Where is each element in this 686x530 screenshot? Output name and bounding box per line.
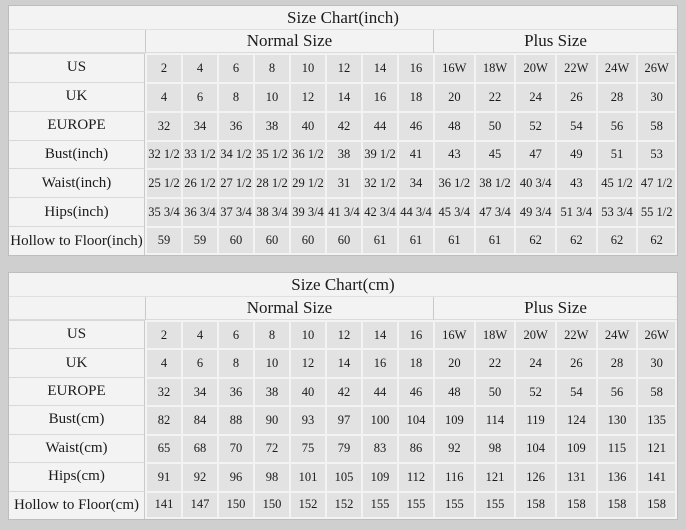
table-cell: 119	[514, 405, 555, 433]
table-cell: 28 1/2	[253, 168, 289, 197]
table-cell: 130	[596, 405, 637, 433]
table-cell: 20W	[514, 320, 555, 348]
table-cell: 51 3/4	[555, 197, 596, 226]
table-cell: 12	[325, 53, 361, 82]
table-cell: 43	[555, 168, 596, 197]
table-cell: 50	[474, 111, 515, 140]
row-label: EUROPE	[9, 111, 145, 140]
table-cell: 4	[181, 320, 217, 348]
table-cell: 42 3/4	[361, 197, 397, 226]
table-cell: 8	[253, 53, 289, 82]
table-cell: 39 3/4	[289, 197, 325, 226]
table-cell: 158	[555, 491, 596, 519]
row-label: UK	[9, 348, 145, 376]
table-cell: 158	[514, 491, 555, 519]
table-cell: 45	[474, 140, 515, 169]
table-cell: 109	[361, 462, 397, 490]
table-cell: 97	[325, 405, 361, 433]
table-cell: 46	[397, 111, 433, 140]
table-cell: 12	[289, 82, 325, 111]
table-cell: 38	[325, 140, 361, 169]
table-cell: 24W	[596, 320, 637, 348]
table-cell: 44 3/4	[397, 197, 433, 226]
table-cell: 18W	[474, 53, 515, 82]
table-cell: 48	[433, 111, 474, 140]
table-cell: 34 1/2	[217, 140, 253, 169]
size-chart-inch-table	[8, 5, 678, 256]
table-cell: 18	[397, 348, 433, 376]
row-label: Waist(cm)	[9, 434, 145, 462]
table-cell: 2	[145, 320, 181, 348]
table-cell: 10	[289, 53, 325, 82]
table-cell: 59	[181, 226, 217, 255]
table-cell: 96	[217, 462, 253, 490]
table-cell: 65	[145, 434, 181, 462]
table-cell: 16	[397, 320, 433, 348]
group-header: Plus Size	[433, 297, 677, 320]
table-cell: 8	[217, 348, 253, 376]
table-cell: 32 1/2	[361, 168, 397, 197]
table-cell: 14	[361, 320, 397, 348]
table-cell: 115	[596, 434, 637, 462]
table-cell: 18	[397, 82, 433, 111]
table-cell: 41	[397, 140, 433, 169]
corner-cell	[9, 297, 145, 320]
table-cell: 30	[636, 82, 677, 111]
table-cell: 152	[325, 491, 361, 519]
table-cell: 22	[474, 348, 515, 376]
table-cell: 12	[289, 348, 325, 376]
table-cell: 51	[596, 140, 637, 169]
table-cell: 35 3/4	[145, 197, 181, 226]
table-cell: 124	[555, 405, 596, 433]
table-cell: 36 3/4	[181, 197, 217, 226]
table-cell: 38 3/4	[253, 197, 289, 226]
table-cell: 152	[289, 491, 325, 519]
table-cell: 42	[325, 377, 361, 405]
table-cell: 4	[145, 348, 181, 376]
table-cell: 131	[555, 462, 596, 490]
table-title: Size Chart(inch)	[9, 6, 677, 30]
table-cell: 135	[636, 405, 677, 433]
table-cell: 98	[253, 462, 289, 490]
table-cell: 54	[555, 111, 596, 140]
table-cell: 72	[253, 434, 289, 462]
table-cell: 86	[397, 434, 433, 462]
table-cell: 61	[433, 226, 474, 255]
table-cell: 10	[253, 348, 289, 376]
table-cell: 35 1/2	[253, 140, 289, 169]
table-cell: 44	[361, 111, 397, 140]
table-cell: 55 1/2	[636, 197, 677, 226]
table-cell: 150	[217, 491, 253, 519]
table-cell: 60	[325, 226, 361, 255]
table-cell: 50	[474, 377, 515, 405]
group-header: Normal Size	[145, 30, 433, 53]
table-cell: 92	[433, 434, 474, 462]
table-cell: 40	[289, 377, 325, 405]
table-cell: 61	[474, 226, 515, 255]
table-cell: 24W	[596, 53, 637, 82]
table-cell: 32	[145, 377, 181, 405]
table-cell: 68	[181, 434, 217, 462]
table-cell: 136	[596, 462, 637, 490]
table-cell: 18W	[474, 320, 515, 348]
table-cell: 38 1/2	[474, 168, 515, 197]
table-cell: 36	[217, 111, 253, 140]
table-cell: 92	[181, 462, 217, 490]
row-label: Hollow to Floor(inch)	[9, 226, 145, 255]
table-cell: 121	[636, 434, 677, 462]
table-cell: 155	[433, 491, 474, 519]
table-cell: 10	[289, 320, 325, 348]
row-label: EUROPE	[9, 377, 145, 405]
row-label: Hips(cm)	[9, 462, 145, 490]
table-cell: 14	[325, 82, 361, 111]
table-cell: 26	[555, 348, 596, 376]
table-cell: 22	[474, 82, 515, 111]
table-cell: 61	[397, 226, 433, 255]
table-cell: 6	[181, 348, 217, 376]
table-cell: 34	[181, 377, 217, 405]
table-cell: 39 1/2	[361, 140, 397, 169]
table-cell: 25 1/2	[145, 168, 181, 197]
table-cell: 41 3/4	[325, 197, 361, 226]
table-cell: 38	[253, 111, 289, 140]
corner-cell	[9, 30, 145, 53]
table-cell: 4	[145, 82, 181, 111]
table-cell: 28	[596, 348, 637, 376]
table-cell: 53 3/4	[596, 197, 637, 226]
table-cell: 36 1/2	[289, 140, 325, 169]
row-label: US	[9, 320, 145, 348]
table-cell: 16W	[433, 53, 474, 82]
row-label: Bust(cm)	[9, 405, 145, 433]
table-cell: 93	[289, 405, 325, 433]
table-cell: 83	[361, 434, 397, 462]
table-cell: 20	[433, 348, 474, 376]
table-cell: 28	[596, 82, 637, 111]
table-cell: 62	[514, 226, 555, 255]
table-cell: 141	[145, 491, 181, 519]
table-cell: 47	[514, 140, 555, 169]
table-cell: 32 1/2	[145, 140, 181, 169]
table-cell: 16	[361, 82, 397, 111]
table-cell: 22W	[555, 53, 596, 82]
table-cell: 16	[397, 53, 433, 82]
row-label: Waist(inch)	[9, 168, 145, 197]
row-label: Bust(inch)	[9, 140, 145, 169]
table-cell: 60	[217, 226, 253, 255]
table-cell: 45 3/4	[433, 197, 474, 226]
table-cell: 53	[636, 140, 677, 169]
table-cell: 6	[181, 82, 217, 111]
table-cell: 24	[514, 82, 555, 111]
table-cell: 147	[181, 491, 217, 519]
table-cell: 62	[596, 226, 637, 255]
table-cell: 49 3/4	[514, 197, 555, 226]
table-cell: 38	[253, 377, 289, 405]
table-cell: 52	[514, 377, 555, 405]
table-cell: 8	[217, 82, 253, 111]
group-header: Normal Size	[145, 297, 433, 320]
table-cell: 116	[433, 462, 474, 490]
table-cell: 155	[474, 491, 515, 519]
table-cell: 60	[253, 226, 289, 255]
table-cell: 34	[397, 168, 433, 197]
table-cell: 101	[289, 462, 325, 490]
table-cell: 40	[289, 111, 325, 140]
table-cell: 10	[253, 82, 289, 111]
table-cell: 104	[397, 405, 433, 433]
table-cell: 90	[253, 405, 289, 433]
table-cell: 22W	[555, 320, 596, 348]
row-label: Hips(inch)	[9, 197, 145, 226]
table-title: Size Chart(cm)	[9, 273, 677, 297]
table-cell: 26W	[636, 320, 677, 348]
table-cell: 46	[397, 377, 433, 405]
table-cell: 44	[361, 377, 397, 405]
table-cell: 155	[361, 491, 397, 519]
table-cell: 34	[181, 111, 217, 140]
table-cell: 98	[474, 434, 515, 462]
table-cell: 12	[325, 320, 361, 348]
table-cell: 26 1/2	[181, 168, 217, 197]
table-cell: 2	[145, 53, 181, 82]
table-cell: 24	[514, 348, 555, 376]
table-cell: 58	[636, 377, 677, 405]
table-cell: 61	[361, 226, 397, 255]
table-cell: 29 1/2	[289, 168, 325, 197]
table-cell: 158	[636, 491, 677, 519]
table-cell: 20	[433, 82, 474, 111]
table-cell: 30	[636, 348, 677, 376]
table-cell: 6	[217, 320, 253, 348]
table-cell: 150	[253, 491, 289, 519]
table-cell: 6	[217, 53, 253, 82]
table-cell: 31	[325, 168, 361, 197]
table-cell: 20W	[514, 53, 555, 82]
table-cell: 26	[555, 82, 596, 111]
table-cell: 4	[181, 53, 217, 82]
table-cell: 40 3/4	[514, 168, 555, 197]
table-cell: 62	[636, 226, 677, 255]
table-cell: 48	[433, 377, 474, 405]
table-cell: 75	[289, 434, 325, 462]
table-cell: 158	[596, 491, 637, 519]
table-cell: 43	[433, 140, 474, 169]
table-cell: 112	[397, 462, 433, 490]
table-cell: 36 1/2	[433, 168, 474, 197]
table-cell: 36	[217, 377, 253, 405]
table-cell: 33 1/2	[181, 140, 217, 169]
table-cell: 45 1/2	[596, 168, 637, 197]
table-cell: 56	[596, 111, 637, 140]
table-cell: 104	[514, 434, 555, 462]
table-cell: 100	[361, 405, 397, 433]
group-header: Plus Size	[433, 30, 677, 53]
table-cell: 126	[514, 462, 555, 490]
table-cell: 155	[397, 491, 433, 519]
table-cell: 88	[217, 405, 253, 433]
table-cell: 60	[289, 226, 325, 255]
table-cell: 141	[636, 462, 677, 490]
table-cell: 59	[145, 226, 181, 255]
table-cell: 79	[325, 434, 361, 462]
table-cell: 26W	[636, 53, 677, 82]
table-cell: 62	[555, 226, 596, 255]
table-cell: 14	[325, 348, 361, 376]
table-cell: 109	[433, 405, 474, 433]
table-cell: 54	[555, 377, 596, 405]
table-cell: 91	[145, 462, 181, 490]
row-label: US	[9, 53, 145, 82]
table-cell: 37 3/4	[217, 197, 253, 226]
row-label: UK	[9, 82, 145, 111]
table-cell: 49	[555, 140, 596, 169]
table-cell: 82	[145, 405, 181, 433]
table-cell: 105	[325, 462, 361, 490]
table-cell: 42	[325, 111, 361, 140]
table-cell: 47 1/2	[636, 168, 677, 197]
table-cell: 47 3/4	[474, 197, 515, 226]
table-cell: 52	[514, 111, 555, 140]
table-cell: 109	[555, 434, 596, 462]
table-cell: 16	[361, 348, 397, 376]
table-cell: 16W	[433, 320, 474, 348]
row-label: Hollow to Floor(cm)	[9, 491, 145, 519]
table-cell: 27 1/2	[217, 168, 253, 197]
table-cell: 114	[474, 405, 515, 433]
table-cell: 84	[181, 405, 217, 433]
table-cell: 8	[253, 320, 289, 348]
size-chart-cm-table	[8, 272, 678, 520]
table-cell: 70	[217, 434, 253, 462]
table-cell: 58	[636, 111, 677, 140]
table-cell: 121	[474, 462, 515, 490]
table-cell: 32	[145, 111, 181, 140]
table-cell: 56	[596, 377, 637, 405]
table-cell: 14	[361, 53, 397, 82]
